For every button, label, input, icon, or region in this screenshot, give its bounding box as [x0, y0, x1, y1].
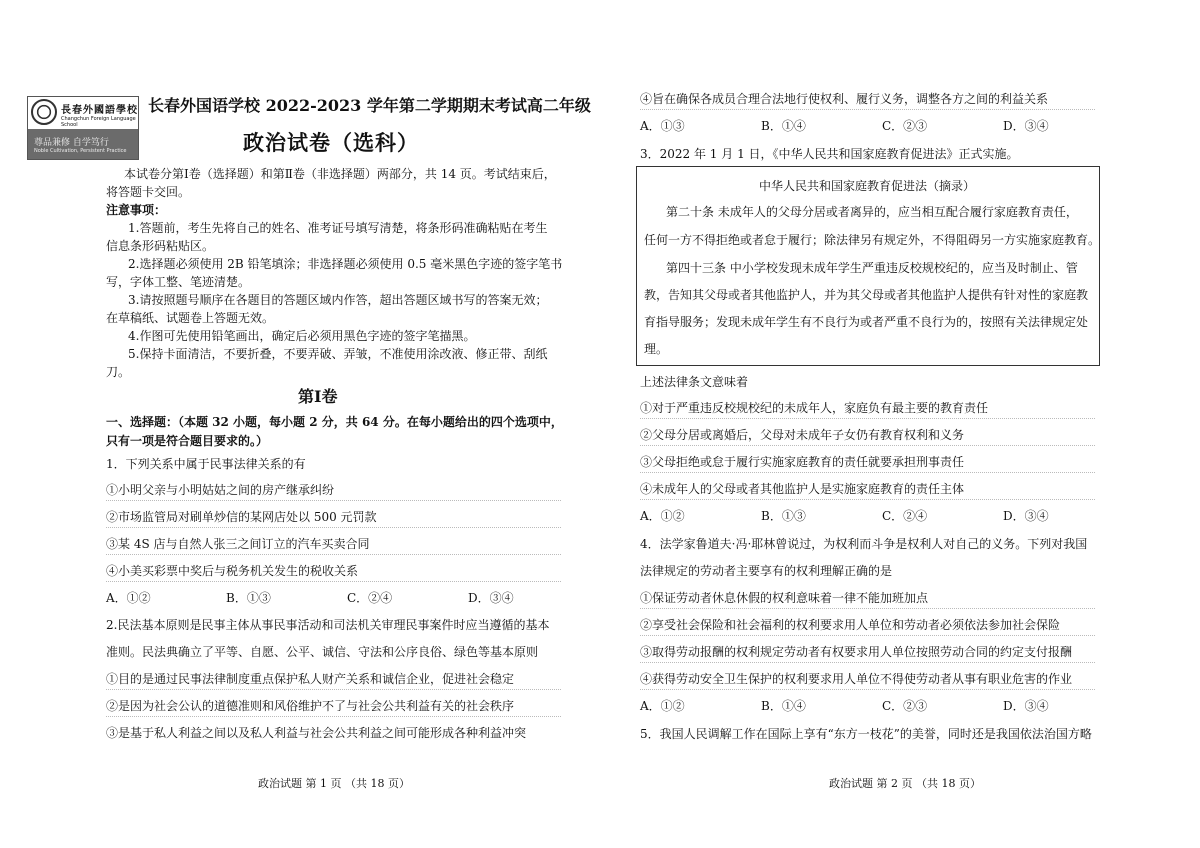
dotted-rule: [106, 716, 561, 717]
question-stem: 3．2022 年 1 月 1 日，《中华人民共和国家庭教育促进法》正式实施。: [640, 147, 1019, 161]
box-text: 第二十条 未成年人的父母分居或者离异的，应当相互配合履行家庭教育责任，: [666, 205, 1078, 219]
option-a[interactable]: A．①②: [106, 591, 151, 605]
dotted-rule: [640, 689, 1095, 690]
page-footer: 政治试题 第 1 页 （共 18 页）: [258, 777, 410, 790]
box-text: 任何一方不得拒绝或者怠于履行；除法律另有规定外，不得阻碍另一方实施家庭教育。: [644, 233, 1101, 247]
logo-english: Changchun Foreign Language School: [61, 116, 136, 128]
statement: ④未成年人的父母或者其他监护人是实施家庭教育的责任主体: [640, 482, 965, 496]
section-heading: 只有一项是符合题目要求的。）: [106, 434, 269, 448]
question-stem: 2.民法基本原则是民事主体从事民事活动和司法机关审理民事案件时应当遵循的基本: [106, 618, 550, 632]
option-a[interactable]: A．①③: [640, 119, 685, 133]
notes-label: 注意事项：: [106, 203, 167, 217]
statement: ①小明父亲与小明姑姑之间的房产继承纠纷: [106, 483, 335, 497]
option-c[interactable]: C．②③: [882, 699, 928, 713]
option-d[interactable]: D．③④: [468, 591, 514, 605]
page-footer: 政治试题 第 2 页 （共 18 页）: [829, 777, 981, 790]
question-stem: 4．法学家鲁道夫·冯·耶林曾说过，为权利而斗争是权利人对自己的义务。下列对我国: [640, 537, 1088, 551]
statement: ③是基于私人利益之间以及私人利益与社会公共利益之间可能形成各种利益冲突: [106, 726, 527, 740]
school-logo: [27, 96, 139, 160]
answer-options: [640, 507, 1049, 524]
note-line: 5.保持卡面清洁，不要折叠，不要弄破、弄皱，不准使用涂改液、修正带、刮纸: [128, 347, 548, 361]
option-d[interactable]: D．③④: [1003, 119, 1049, 133]
note-line: 写，字体工整、笔迹清楚。: [106, 275, 251, 289]
option-b[interactable]: B．①③: [226, 591, 271, 605]
statement: ②市场监管局对刷单炒信的某网店处以 500 元罚款: [106, 510, 377, 524]
box-title: 中华人民共和国家庭教育促进法（摘录）: [759, 179, 976, 193]
note-line: 3.请按照题号顺序在各题目的答题区域内作答，超出答题区域书写的答案无效；: [128, 293, 548, 307]
statement: ②父母分居或离婚后，父母对未成年子女仍有教育权利和义务: [640, 428, 965, 442]
box-text: 第四十三条 中小学校发现未成年学生严重违反校规校纪的，应当及时制止、管: [666, 261, 1078, 275]
option-c[interactable]: C．②③: [882, 119, 928, 133]
dotted-rule: [640, 445, 1095, 446]
note-line: 4.作图可先使用铅笔画出，确定后必须用黑色字迹的签字笔描黑。: [128, 329, 476, 343]
question-stem: 5．我国人民调解工作在国际上享有“东方一枝花”的美誉，同时还是我国依法治国方略: [640, 727, 1092, 741]
question-stem: 法律规定的劳动者主要享有的权利理解正确的是: [640, 564, 893, 578]
statement: ①目的是通过民事法律制度重点保护私人财产关系和诚信企业，促进社会稳定: [106, 672, 515, 686]
statement: ④获得劳动安全卫生保护的权利要求用人单位不得使劳动者从事有职业危害的作业: [640, 672, 1073, 686]
note-line: 刀。: [106, 365, 131, 379]
intro-line: 本试卷分第Ⅰ卷（选择题）和第Ⅱ卷（非选择题）两部分，共 14 页。考试结束后，: [124, 167, 556, 181]
box-text: 理。: [644, 342, 669, 356]
paper-title: 政治试卷（选科）: [243, 130, 419, 155]
question-stem: 准则。民法典确立了平等、自愿、公平、诚信、守法和公序良俗、绿色等基本原则: [106, 645, 539, 659]
option-b[interactable]: B．①③: [761, 509, 806, 523]
logo-top: [28, 97, 138, 129]
dotted-rule: [106, 689, 561, 690]
logo-motto-en: Noble Cultivation, Persistent Practice: [34, 147, 127, 154]
question-stem: 1．下列关系中属于民事法律关系的有: [106, 457, 306, 471]
statement: ④小美买彩票中奖后与税务机关发生的税收关系: [106, 564, 359, 578]
question-lead: 上述法律条文意味着: [640, 375, 749, 389]
statement: ①对于严重违反校规校纪的未成年人，家庭负有最主要的教育责任: [640, 401, 989, 415]
logo-name: 長春外國語學校: [61, 105, 138, 116]
statement: ①保证劳动者休息休假的权利意味着一律不能加班加点: [640, 591, 929, 605]
dotted-rule: [640, 662, 1095, 663]
dotted-rule: [106, 554, 561, 555]
note-line: 在草稿纸、试题卷上答题无效。: [106, 311, 275, 325]
statement: ②享受社会保险和社会福利的权利要求用人单位和劳动者必须依法参加社会保险: [640, 618, 1061, 632]
dotted-rule: [640, 418, 1095, 419]
option-c[interactable]: C．②④: [347, 591, 393, 605]
option-c[interactable]: C．②④: [882, 509, 928, 523]
statement: ③某 4S 店与自然人张三之间订立的汽车买卖合同: [106, 537, 370, 551]
answer-options: [640, 697, 1049, 714]
section-title: 第Ⅰ卷: [298, 387, 338, 406]
option-d[interactable]: D．③④: [1003, 699, 1049, 713]
dotted-rule: [640, 472, 1095, 473]
option-b[interactable]: B．①④: [761, 699, 806, 713]
section-heading: 一、选择题：（本题 32 小题，每小题 2 分，共 64 分。在每小题给出的四个选项中，: [106, 415, 563, 429]
dotted-rule: [640, 635, 1095, 636]
option-d[interactable]: D．③④: [1003, 509, 1049, 523]
box-text: 育指导服务；发现未成年学生有不良行为或者严重不良行为的，按照有关法律规定处: [644, 315, 1089, 329]
dotted-rule: [106, 500, 561, 501]
statement: ②是因为社会公认的道德准则和风俗维护不了与社会公共利益有关的社会秩序: [106, 699, 515, 713]
statement: ③父母拒绝或怠于履行实施家庭教育的责任就要承担刑事责任: [640, 455, 965, 469]
dotted-rule: [640, 109, 1095, 110]
statement: ③取得劳动报酬的权利规定劳动者有权要求用人单位按照劳动合同的约定支付报酬: [640, 645, 1073, 659]
answer-options: [106, 589, 514, 606]
dotted-rule: [106, 527, 561, 528]
note-line: 2.选择题必须使用 2B 铅笔填涂；非选择题必须使用 0.5 毫米黑色字迹的签字笔书: [128, 257, 563, 271]
box-text: 教，告知其父母或者其他监护人，并为其父母或者其他监护人提供有针对性的家庭教: [644, 288, 1089, 302]
dotted-rule: [640, 608, 1095, 609]
note-line: 信息条形码粘贴区。: [106, 239, 215, 253]
option-a[interactable]: A．①②: [640, 509, 685, 523]
statement: ④旨在确保各成员合理合法地行使权利、履行义务，调整各方之间的利益关系: [640, 92, 1049, 106]
dotted-rule: [640, 499, 1095, 500]
answer-options: [640, 117, 1049, 134]
school-title: 长春外国语学校 2022-2023 学年第二学期期末考试高二年级: [148, 96, 591, 115]
logo-motto-band: [28, 129, 138, 159]
logo-motto: 尊品兼修 自学笃行: [34, 137, 109, 148]
dotted-rule: [106, 581, 561, 582]
note-line: 1.答题前，考生先将自己的姓名、准考证号填写清楚，将条形码准确粘贴在考生: [128, 221, 548, 235]
intro-line: 将答题卡交回。: [106, 185, 191, 199]
option-a[interactable]: A．①②: [640, 699, 685, 713]
right-page: [600, 0, 1200, 848]
option-b[interactable]: B．①④: [761, 119, 806, 133]
seal-icon: [31, 99, 57, 125]
